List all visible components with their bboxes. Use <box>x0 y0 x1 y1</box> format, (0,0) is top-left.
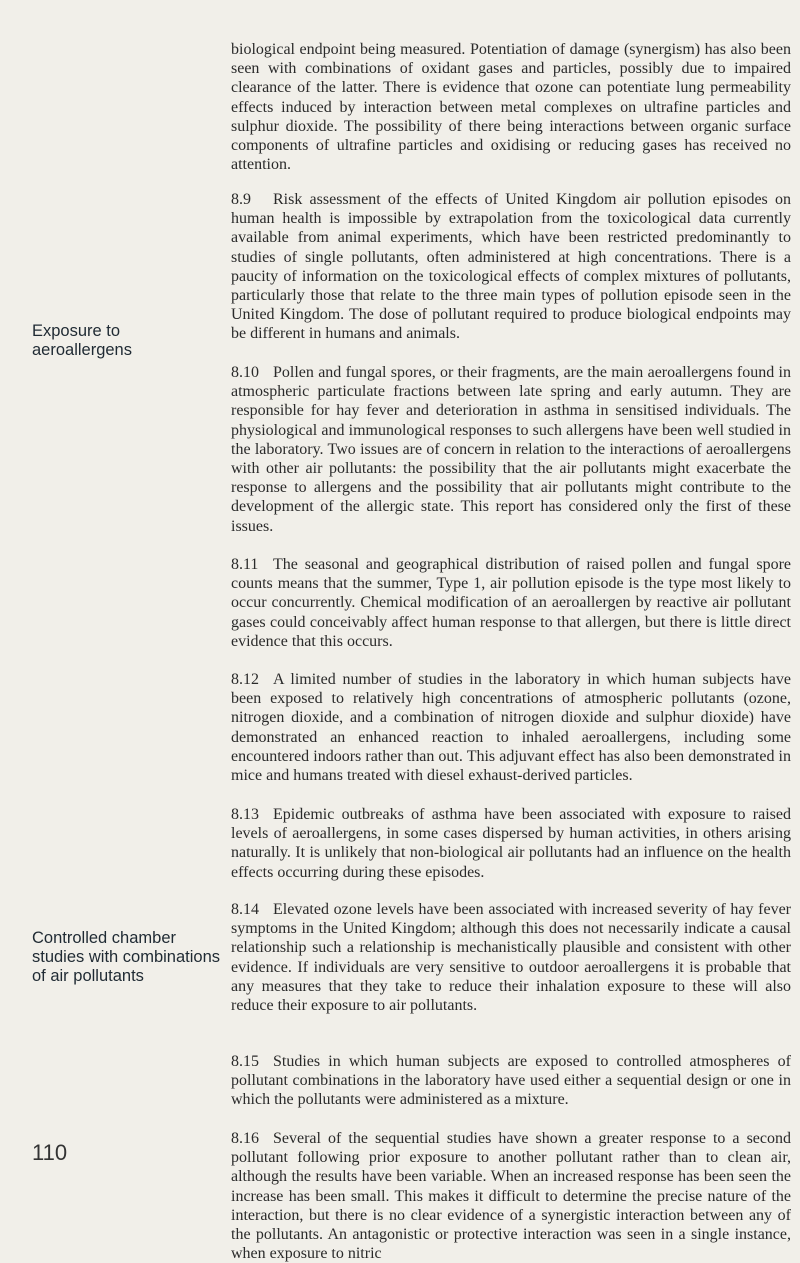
page-number: 110 <box>32 1140 68 1165</box>
paragraph-text: Several of the sequential studies have shown a greater response to a second pollutant following prior exposure to another pollutant rather than to clean air, although the results have been variable. When an increased response has been seen the increase has been small. This makes it difficult to determine the precise nature of the interaction, but there is no clear evidence of a synergistic interaction between any of the pollutants. An antagonistic or protective interaction was seen in a single instance, when exposure to nitric <box>231 1130 791 1263</box>
paragraph-number: 8.14 <box>231 901 259 918</box>
paragraph-8-10 <box>231 363 791 536</box>
side-heading-line: of air pollutants <box>32 967 144 985</box>
paragraph-number: 8.12 <box>231 671 259 688</box>
paragraph-number: 8.16 <box>231 1130 259 1147</box>
paragraph-number: 8.13 <box>231 806 259 823</box>
paragraph-text: Pollen and fungal spores, or their fragments, are the main aeroallergens found in atmospheric particulate fractions between late spring and early autumn. They are responsible for hay fever and deterioration in asthma in sensitised individuals. The physiological and immunological responses to such allergens have been well studied in the laboratory. Two issues are of concern in relation to the interactions of aeroallergens with other air pollutants: the possibility that the air pollutants might exacerbate the response to allergens and the possibility that air pollutants might contribute to the development of the allergic state. This report has considered only the first of these issues. <box>231 364 791 535</box>
side-heading-exposure-to-aeroallergens <box>32 322 232 360</box>
paragraph-8-9 <box>231 190 791 344</box>
paragraph-8-15 <box>231 1052 791 1110</box>
paragraph-8-12 <box>231 670 791 785</box>
paragraph-text: biological endpoint being measured. Potentiation of damage (synergism) has also been seen with combinations of oxidant gases and particles, possibly due to impaired clearance of the latter. There is evidence that ozone can potentiate lung permeability effects induced by interaction between metal complexes on ultrafine particles and sulphur dioxide. The possibility of there being interactions between organic surface components of ultrafine particles and oxidising or reducing gases has received no attention. <box>231 41 791 174</box>
paragraph-number: 8.10 <box>231 364 259 381</box>
side-heading-line: Exposure to <box>32 322 121 340</box>
paragraph-number: 8.11 <box>231 556 259 573</box>
paragraph-text: Studies in which human subjects are exposed to controlled atmospheres of pollutant combinations in the laboratory have used either a sequential design or one in which the pollutants were administered as a mixture. <box>231 1053 791 1109</box>
paragraph-text: A limited number of studies in the laboratory in which human subjects have been exposed to relatively high concentrations of atmospheric pollutants (ozone, nitrogen dioxide, and a combination of nitrogen dioxide and sulphur dioxide) have demonstrated an enhanced reaction to inhaled aeroallergens, including some encountered indoors rather than out. This adjuvant effect has also been demonstrated in mice and humans treated with diesel exhaust-derived particles. <box>231 671 791 785</box>
paragraph-text: The seasonal and geographical distribution of raised pollen and fungal spore counts means that the summer, Type 1, air pollution episode is the type most likely to occur concurrently. Chemical modification of an aeroallergen by reactive air pollutant gases could conceivably affect human response to that allergen, but there is little direct evidence that this occurs. <box>231 556 791 650</box>
paragraph-8-14 <box>231 900 791 1015</box>
side-heading-line: aeroallergens <box>32 341 132 359</box>
side-heading-line: Controlled chamber <box>32 929 176 947</box>
paragraph-text: Epidemic outbreaks of asthma have been associated with exposure to raised levels of aeroallergens, in some cases dispersed by human activities, in others arising naturally. It is unlikely that non-biological air pollutants had an influence on the health effects occurring during these episodes. <box>231 806 791 881</box>
side-heading-line: studies with combinations <box>32 948 221 966</box>
paragraph-8-13 <box>231 805 791 882</box>
paragraph-number: 8.15 <box>231 1053 259 1070</box>
paragraph-text: Risk assessment of the effects of United Kingdom air pollution episodes on human health is impossible by extrapolation from the toxicological data currently available from animal experiments, which have been restricted predominantly to studies of single pollutants, often administered at high concentrations. There is a paucity of information on the toxicological effects of complex mixtures of pollutants, particularly those that relate to the three main types of pollution episode seen in the United Kingdom. The dose of pollutant required to produce biological endpoints may be different in humans and animals. <box>231 191 791 343</box>
paragraph-8-16 <box>231 1129 791 1263</box>
paragraph-8-11 <box>231 555 791 651</box>
paragraph-text: Elevated ozone levels have been associated with increased severity of hay fever symptoms in the United Kingdom; although this does not necessarily indicate a causal relationship such a relationship is mechanistically plausible and consistent with other evidence. If individuals are very sensitive to outdoor aeroallergens it is probable that any measures that they take to reduce their inhalation exposure to these will also reduce their exposure to air pollutants. <box>231 901 791 1015</box>
paragraph-number: 8.9 <box>231 191 251 208</box>
side-heading-controlled-chamber-studies <box>32 929 232 986</box>
paragraph-continuation <box>231 40 791 174</box>
